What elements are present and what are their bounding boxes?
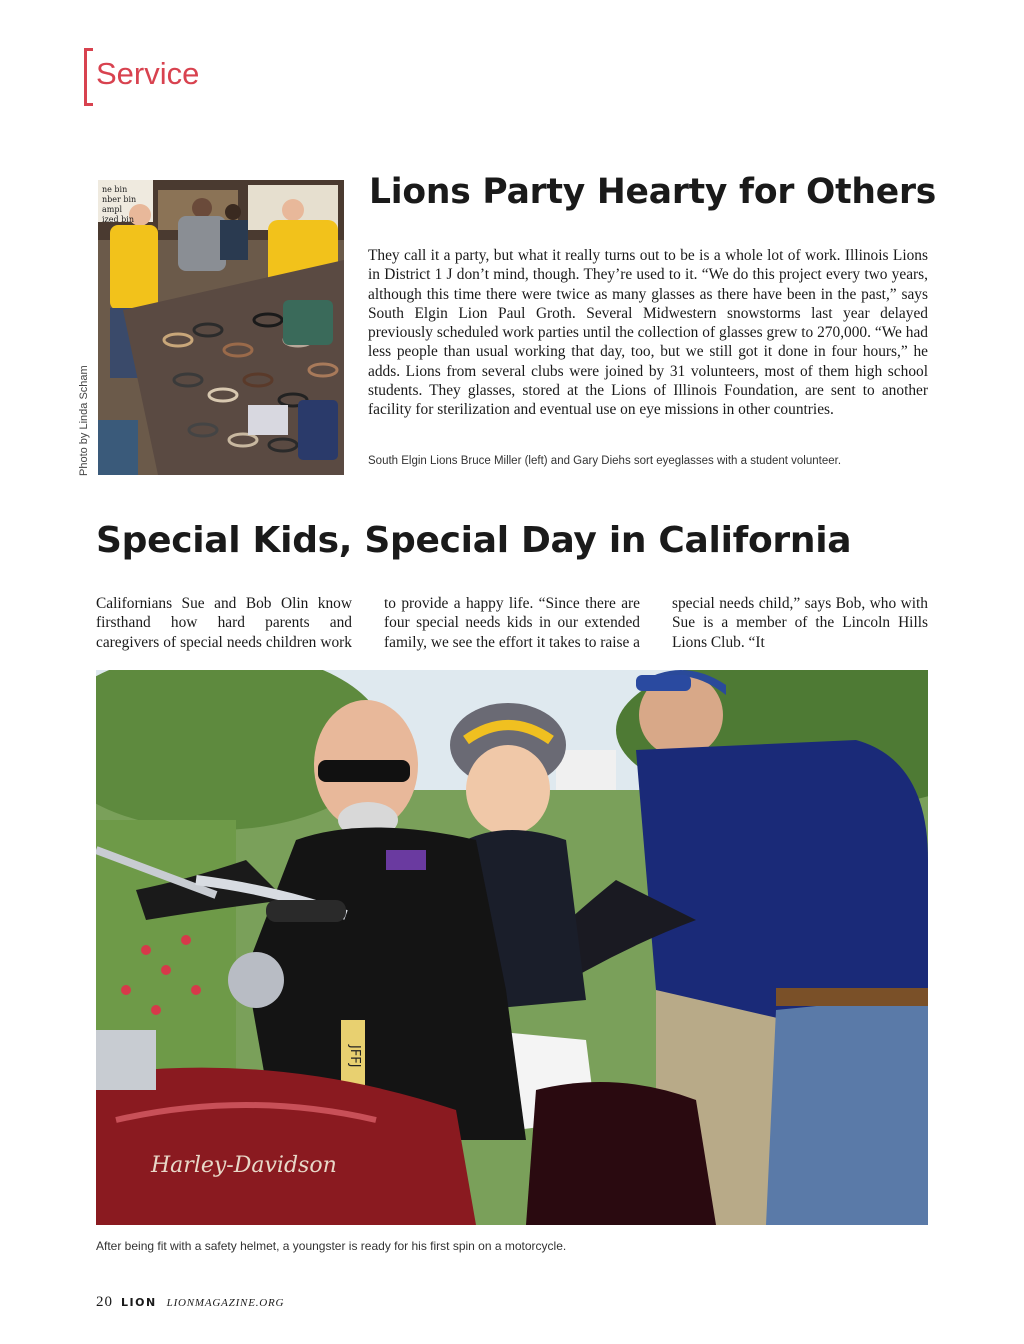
eyeglasses-sorting-photo — [98, 180, 344, 475]
story1-headline: Lions Party Hearty for Others — [369, 172, 937, 212]
page-footer — [96, 1294, 284, 1311]
photo-credit: Photo by Linda Scham — [78, 365, 90, 476]
photo-sign-line: nber bin — [102, 195, 137, 204]
photo-sign-line: ne bin — [102, 185, 128, 194]
section-label: Service — [96, 56, 200, 91]
tank-logo-text: Harley-Davidson — [151, 1153, 337, 1178]
page-number: 20 — [96, 1294, 113, 1310]
story2-caption: After being fit with a safety helmet, a youngster is ready for his first spin on a motorcycle. — [96, 1239, 567, 1253]
photo-sign-line: ized bin — [102, 215, 135, 224]
photo-sign-line: ampl — [102, 205, 123, 214]
motorcycle-photo — [96, 670, 928, 1225]
vest-patch-text: JFFJ — [347, 1045, 362, 1068]
section-bracket — [84, 48, 93, 106]
magazine-name: LION — [121, 1296, 157, 1309]
magazine-url: LIONMAGAZINE.ORG — [166, 1297, 285, 1309]
story2-headline: Special Kids, Special Day in California — [96, 520, 852, 561]
story1-body: They call it a party, but what it really turns out to be is a whole lot of work. Illinois Lions in District 1 J don’t mind, though. They’re used to it. “We do this project every two years, although this time there were twice as many glasses as there have been in the past,” says South Elgin Lion Paul Groth. Several Midwestern snowstorms last year delayed previously scheduled work parties until the collection of glasses grew to 270,000. “We had less people than usual working that day, too, but we still got it done in four hours,” he adds. Lions from several clubs were joined by 31 volunteers, most of them high school students. They glasses, stored at the Lions of Illinois Foundation, are sent to another facility for sterilization and eventual use on eye missions in other countries. — [368, 247, 928, 418]
story2-body-columns — [96, 594, 928, 652]
story1-caption: South Elgin Lions Bruce Miller (left) and Gary Diehs sort eyeglasses with a student volunteer. — [368, 455, 842, 467]
story2-body: Californians Sue and Bob Olin know firsthand how hard parents and caregivers of special needs children work to provide a happy life. “Since there are four special needs kids in our extended family, we see the effort it takes to raise a special needs child,” says Bob, who with Sue is a member of the Lincoln Hills Lions Club. “It — [96, 595, 928, 651]
